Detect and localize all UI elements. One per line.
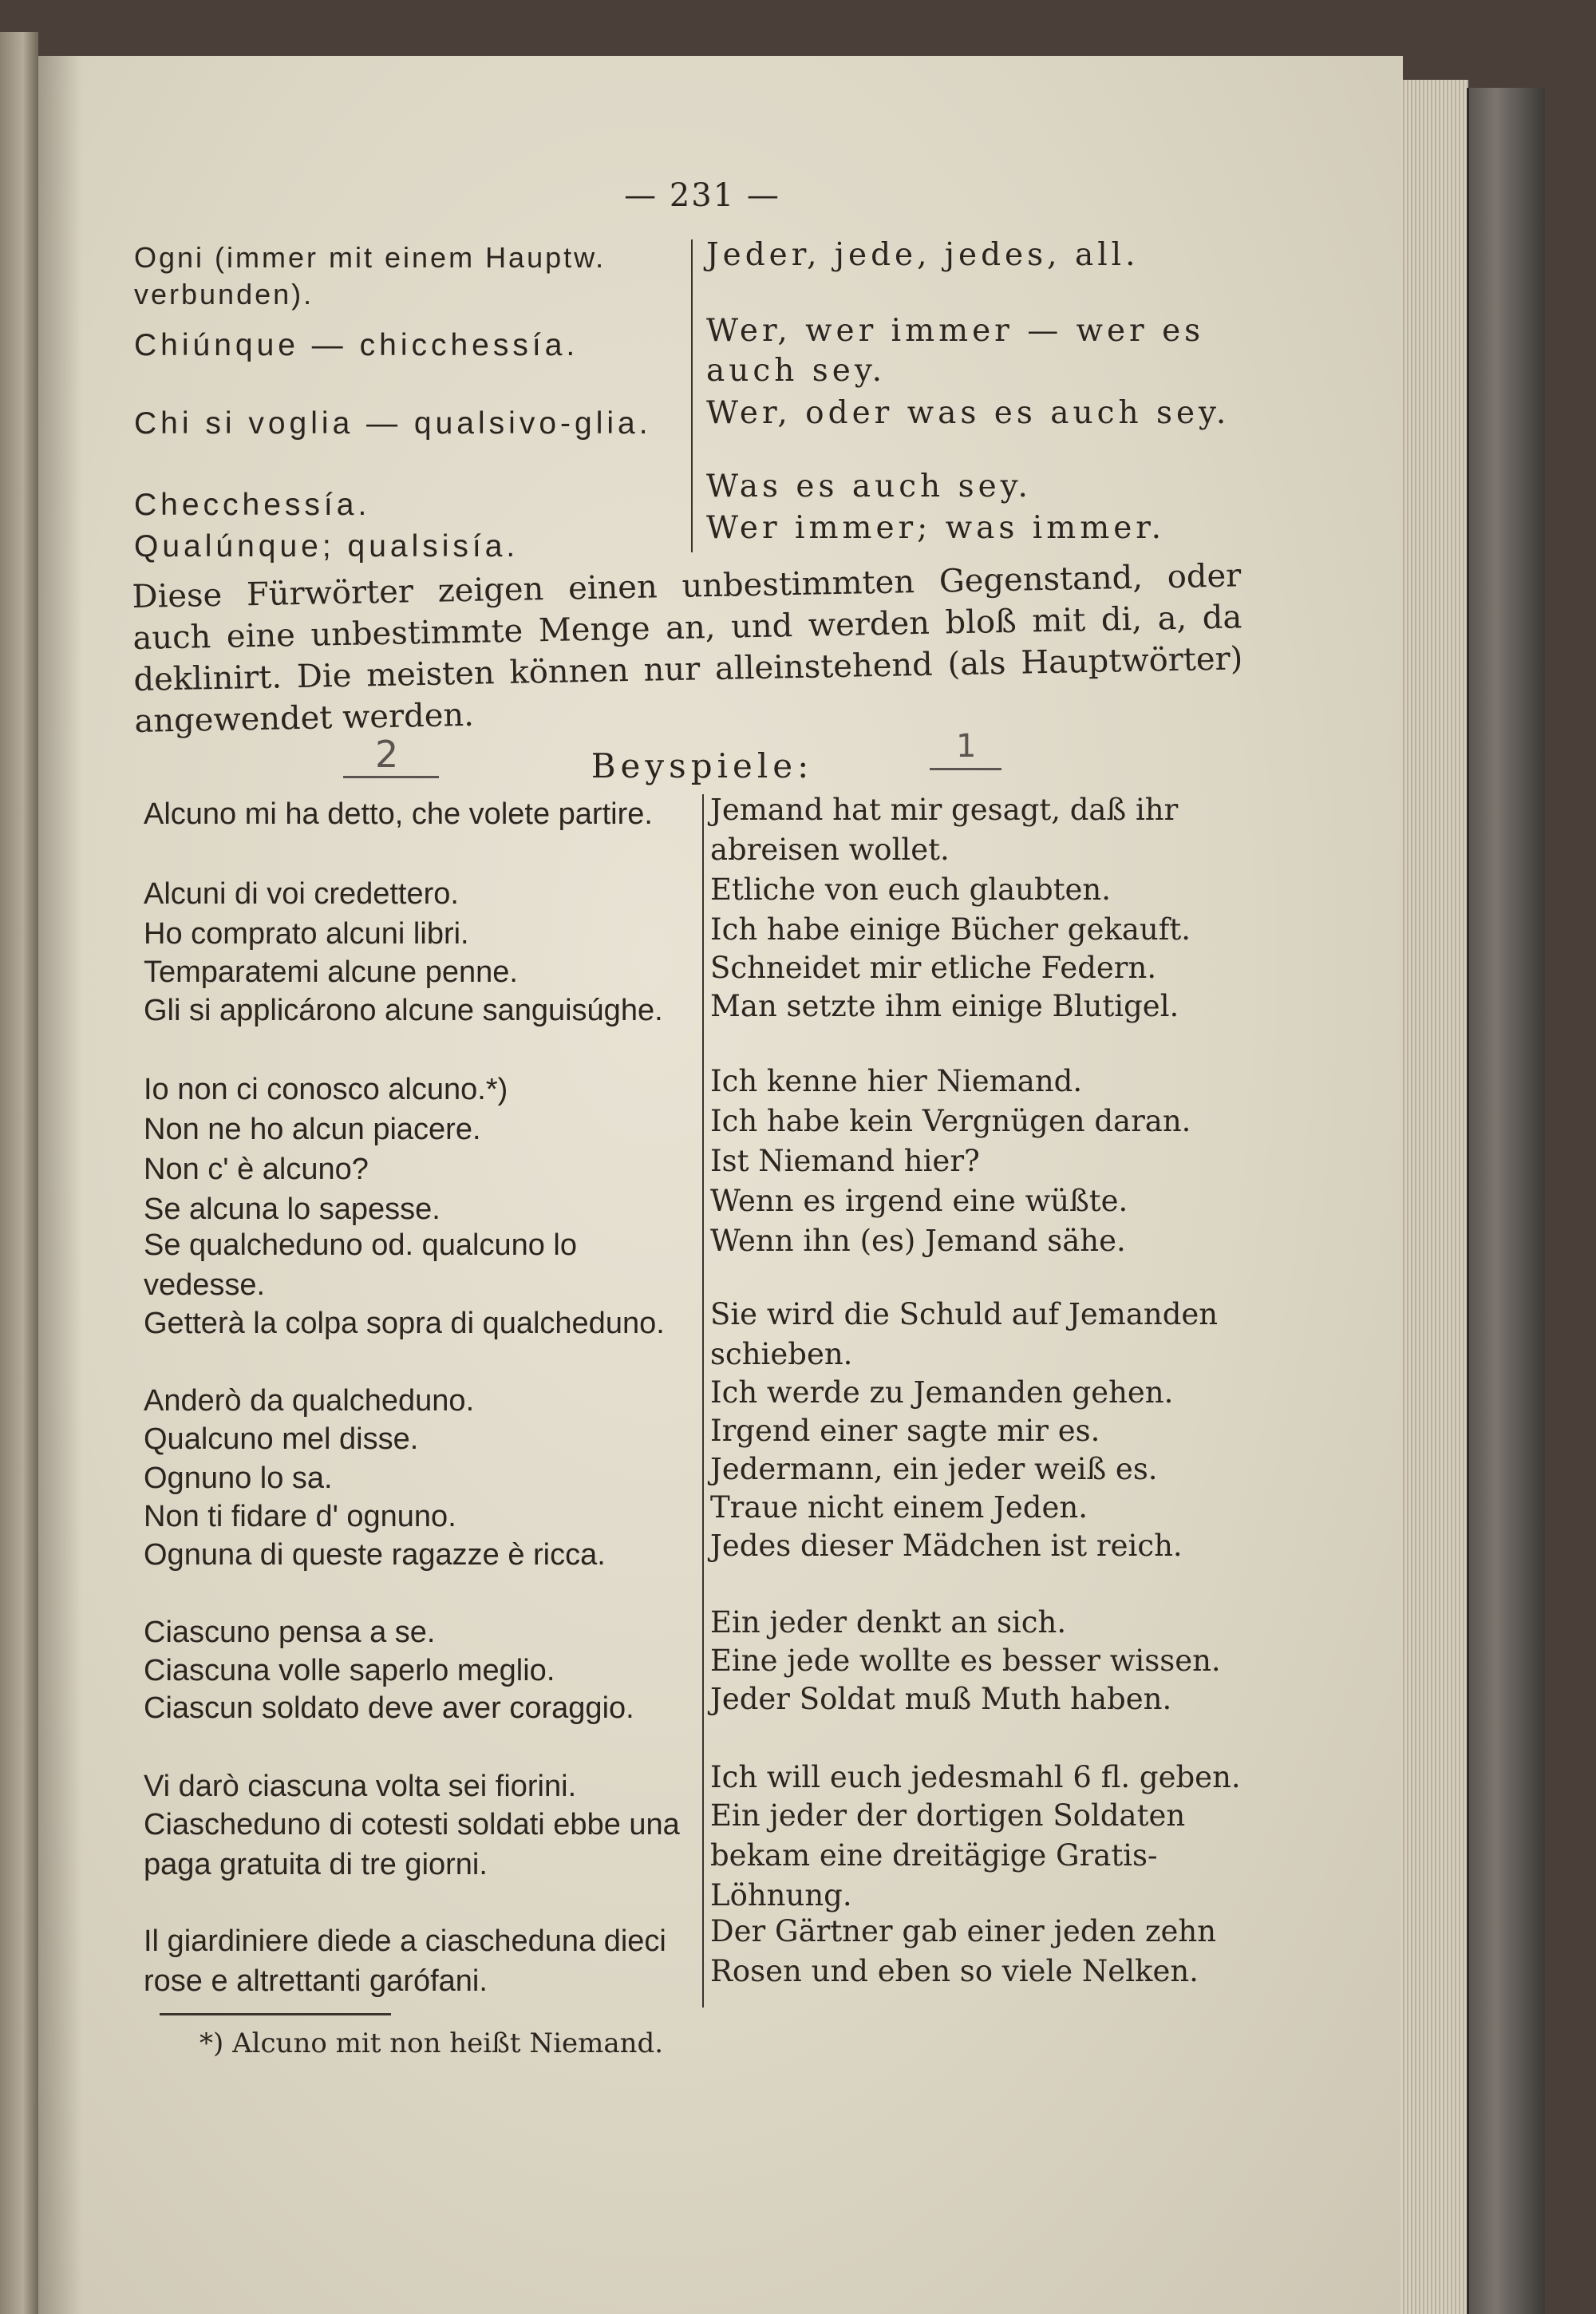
example-german: Eine jede wollte es besser wissen. xyxy=(710,1644,1221,1678)
example-italian: Ho comprato alcuni libri. xyxy=(144,917,469,951)
example-german: Ich habe kein Vergnügen daran. xyxy=(710,1104,1191,1138)
example-german: Ein jeder denkt an sich. xyxy=(710,1605,1067,1640)
example-italian: Qualcuno mel disse. xyxy=(144,1422,419,1456)
pencil-mark: 2 xyxy=(375,733,399,776)
example-german: Ich habe einige Bücher gekauft. xyxy=(710,912,1191,947)
pencil-mark: 1 xyxy=(956,728,977,765)
example-german: Ist Niemand hier? xyxy=(710,1144,980,1178)
example-german: Der Gärtner gab einer jeden zehn Rosen und eben so viele Nelken. xyxy=(710,1914,1217,1988)
page-stack-edges xyxy=(1400,80,1468,2314)
table-row-german: Was es auch sey. xyxy=(706,469,1032,504)
table-row-german: Jeder, jede, jedes, all. xyxy=(706,237,1140,273)
example-italian: Ognuno lo sa. xyxy=(144,1462,333,1495)
example-italian: Alcuno mi ha detto, che volete partire. xyxy=(144,797,653,831)
pencil-underline xyxy=(930,768,1001,770)
gutter-shadow xyxy=(38,56,82,2314)
example-italian: Non ne ho alcun piacere. xyxy=(144,1113,481,1146)
example-italian: Ciascuna volle saperlo meglio. xyxy=(144,1654,555,1687)
example-german: Wenn es irgend eine wüßte. xyxy=(710,1184,1128,1218)
example-german: Jedermann, ein jeder weiß es. xyxy=(710,1452,1158,1486)
example-german: Ich will euch jedesmahl 6 fl. geben. xyxy=(710,1760,1241,1794)
example-italian: Non ti fidare d' ognuno. xyxy=(144,1500,456,1533)
example-italian: Temparatemi alcune penne. xyxy=(144,955,518,989)
example-italian: Se alcuna lo sapesse. xyxy=(144,1193,440,1226)
example-italian: Ciascun soldato deve aver coraggio. xyxy=(144,1691,634,1725)
example-italian: Il giardiniere diede a ciascheduna dieci rose e altrettanti garófani. xyxy=(144,1924,666,1998)
example-german: Jemand hat mir gesagt, daß ihr abreisen wollet. xyxy=(710,793,1179,867)
previous-page-edge xyxy=(0,32,38,2314)
footnote-rule xyxy=(160,2013,391,2015)
example-italian: Vi darò ciascuna volta sei fiorini. xyxy=(144,1770,577,1803)
table-row-italian: Chi si voglia — qualsivo-glia. xyxy=(134,406,652,441)
table-row-italian: Ogni (immer mit einem Hauptw. verbunden). xyxy=(134,241,606,311)
footnote: *) Alcuno mit non heißt Niemand. xyxy=(200,2027,664,2059)
example-german: Sie wird die Schuld auf Jemanden schieben. xyxy=(710,1297,1219,1371)
book-cover-edge xyxy=(1467,88,1545,2314)
pencil-underline xyxy=(343,776,439,778)
example-italian: Io non ci conosco alcuno.*) xyxy=(144,1073,508,1106)
body-paragraph: Diese Fürwörter zeigen einen unbestimmten Gegenstand, oder auch eine unbestimmte Menge an, und werden bloß mit di, a, da deklinirt. Die meisten können nur alleinstehend (als Hauptwörter) angewendet werden. xyxy=(132,557,1243,740)
example-italian: Gli si applicárono alcune sanguisúghe. xyxy=(144,994,663,1027)
table-row-german: Wer immer; was immer. xyxy=(706,510,1166,546)
example-italian: Non c' è alcuno? xyxy=(144,1153,369,1186)
examples-heading: Beyspiele: xyxy=(591,746,814,785)
table-row-german: Wer, wer immer — wer es auch sey. xyxy=(706,313,1205,389)
example-german: Etliche von euch glaubten. xyxy=(710,872,1112,907)
example-german: Ein jeder der dortigen Soldaten bekam eine dreitägige Gratis-Löhnung. xyxy=(710,1798,1186,1913)
table-row-italian: Qualúnque; qualsisía. xyxy=(134,529,519,564)
example-german: Man setzte ihm einige Blutigel. xyxy=(710,989,1179,1023)
table-row-italian: Chiúnque — chicchessía. xyxy=(134,328,579,362)
example-italian: Anderò da qualcheduno. xyxy=(144,1384,475,1418)
example-german: Jedes dieser Mädchen ist reich. xyxy=(710,1529,1183,1563)
example-german: Irgend einer sagte mir es. xyxy=(710,1414,1100,1448)
example-german: Ich werde zu Jemanden gehen. xyxy=(710,1375,1174,1410)
example-italian: Ciascuno pensa a se. xyxy=(144,1616,436,1649)
example-italian: Getterà la colpa sopra di qualcheduno. xyxy=(144,1307,665,1340)
table-row-italian: Checchessía. xyxy=(134,488,371,522)
examples-divider xyxy=(702,794,704,2007)
example-italian: Alcuni di voi credettero. xyxy=(144,877,459,911)
example-german: Jeder Soldat muß Muth haben. xyxy=(710,1682,1172,1716)
table-row-german: Wer, oder was es auch sey. xyxy=(706,395,1231,431)
table-divider xyxy=(691,239,693,552)
page-number: — 231 — xyxy=(624,177,780,214)
example-italian: Ognuna di queste ragazze è ricca. xyxy=(144,1538,606,1572)
example-german: Ich kenne hier Niemand. xyxy=(710,1064,1083,1098)
example-german: Schneidet mir etliche Federn. xyxy=(710,951,1157,985)
example-german: Wenn ihn (es) Jemand sähe. xyxy=(710,1224,1126,1258)
example-german: Traue nicht einem Jeden. xyxy=(710,1490,1088,1525)
example-italian: Ciascheduno di cotesti soldati ebbe una paga gratuita di tre giorni. xyxy=(144,1808,680,1881)
example-italian: Se qualcheduno od. qualcuno lo vedesse. xyxy=(144,1228,578,1302)
